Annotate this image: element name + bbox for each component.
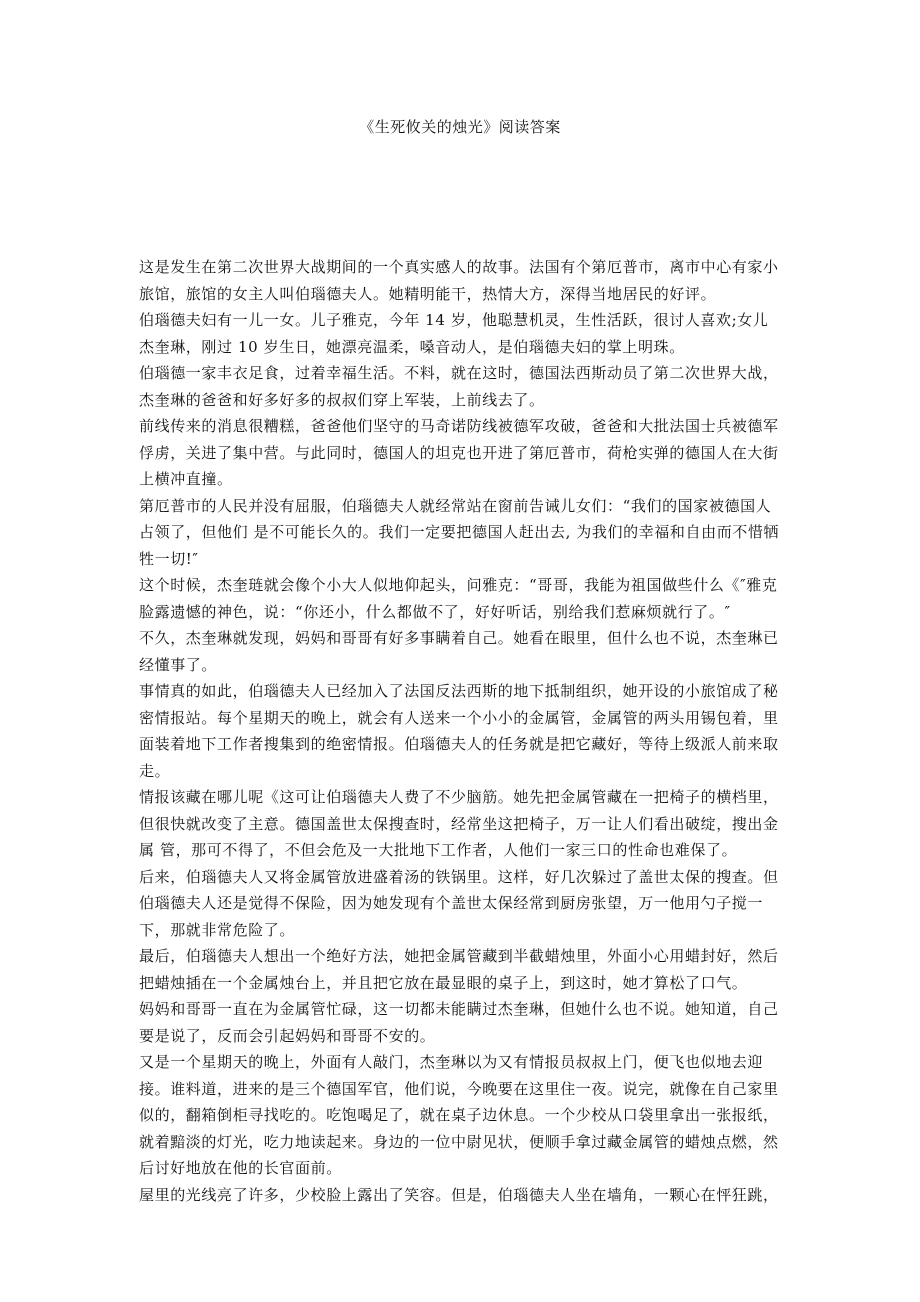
paragraph: 后来，伯瑙德夫人又将金属管放进盛着汤的铁锅里。这样，好几次躲过了盖世太保的搜查。但伯瑙德夫人还是觉得不保险，因为她发现有个盖世太保经常到厨房张望，万一他用勺子搅一下，那就非常危险了。 <box>139 867 779 939</box>
paragraph: 伯瑙德夫妇有一儿一女。儿子雅克，今年 14 岁，他聪慧机灵，生性活跃，很讨人喜欢;女儿杰奎琳，刚过 10 岁生日，她漂亮温柔，嗓音动人，是伯瑙德夫妇的掌上明珠。 <box>139 311 769 356</box>
paragraph: 伯瑙德一家丰衣足食，过着幸福生活。不料，就在这时，德国法西斯动员了第二次世界大战，杰奎琳的爸爸和好多好多的叔叔们穿上军装，上前线去了。 <box>139 364 779 409</box>
paragraph: 最后，伯瑙德夫人想出一个绝好方法，她把金属管藏到半截蜡烛里，外面小心用蜡封好，然后把蜡烛插在一个金属烛台上，并且把它放在最显眼的桌子上，到这时，她才算松了口气。 <box>139 947 779 992</box>
paragraph: 屋里的光线亮了许多，少校脸上露出了笑容。但是，伯瑙德夫人坐在墙角，一颗心在怦狂跳， <box>139 1185 779 1204</box>
paragraph: 不久，杰奎琳就发现，妈妈和哥哥有好多事瞒着自己。她看在眼里，但什么也不说，杰奎琳已经懂事了。 <box>139 629 779 674</box>
paragraph: 又是一个星期天的晚上，外面有人敲门，杰奎琳以为又有情报员叔叔上门，便飞也似地去迎接。谁料道，进来的是三个德国军官，他们说，今晚要在这里住一夜。说完，就像在自己家里似的，翻箱倒柜寻找吃的。吃饱喝足了，就在桌子边休息。一个少校从口袋里拿出一张报纸，就着黯淡的灯光，吃力地读起来。身边的一位中尉见状，便顺手拿过藏金属管的蜡烛点燃，然后讨好地放在他的长官面前。 <box>139 1053 779 1177</box>
document-title: 《生死攸关的烛光》阅读答案 <box>359 118 561 136</box>
document-body <box>139 254 781 1208</box>
paragraph: 前线传来的消息很糟糕，爸爸他们坚守的马奇诺防线被德军攻破，爸爸和大批法国士兵被德军俘虏，关进了集中营。与此同时，德国人的坦克也开进了第厄普市，荷枪实弹的德国人在大街 上横冲直撞。 <box>139 417 779 488</box>
paragraph: 第厄普市的人民并没有屈服，伯瑙德夫人就经常站在窗前告诫儿女们：“我们的国家被德国人占领了，但他们 是不可能长久的。我们一定要把德国人赶出去, 为我们的幸福和自由而不惜牺牲一切!″ <box>139 496 780 568</box>
paragraph: 这个时候，杰奎琏就会像个小大人似地仰起头，问雅克：“哥哥，我能为祖国做些什么《″雅克脸露遗憾的神色，说：“你还小，什么都做不了，好好听话，别给我们惹麻烦就行了。″ <box>139 576 778 621</box>
paragraph: 情报该藏在哪儿呢《这可让伯瑙德夫人费了不少脑筋。她先把金属管藏在一把椅子的横档里，但很快就改变了主意。德国盖世太保搜查时，经常坐这把椅子，万一让人们看出破绽，搜出金属 管，那可不得了，不但会危及一大批地下工作者，人他们一家三口的性命也难保了。 <box>139 788 779 859</box>
paragraph: 妈妈和哥哥一直在为金属管忙碌，这一切都未能瞒过杰奎琳，但她什么也不说。她知道，自己要是说了，反而会引起妈妈和哥哥不安的。 <box>139 1000 779 1045</box>
paragraph: 事情真的如此，伯瑙德夫人已经加入了法国反法西斯的地下抵制组织，她开设的小旅馆成了秘密情报站。每个星期天的晚上，就会有人送来一个小小的金属管，金属管的两头用锡包着，里面装着地下工作者搜集到的绝密情报。伯瑙德夫人的任务就是把它藏好，等待上级派人前来取走。 <box>139 682 779 780</box>
paragraph: 这是发生在第二次世界大战期间的一个真实感人的故事。法国有个第厄普市，离市中心有家小旅馆，旅馆的女主人叫伯瑙德夫人。她精明能干，热情大方，深得当地居民的好评。 <box>139 258 779 303</box>
